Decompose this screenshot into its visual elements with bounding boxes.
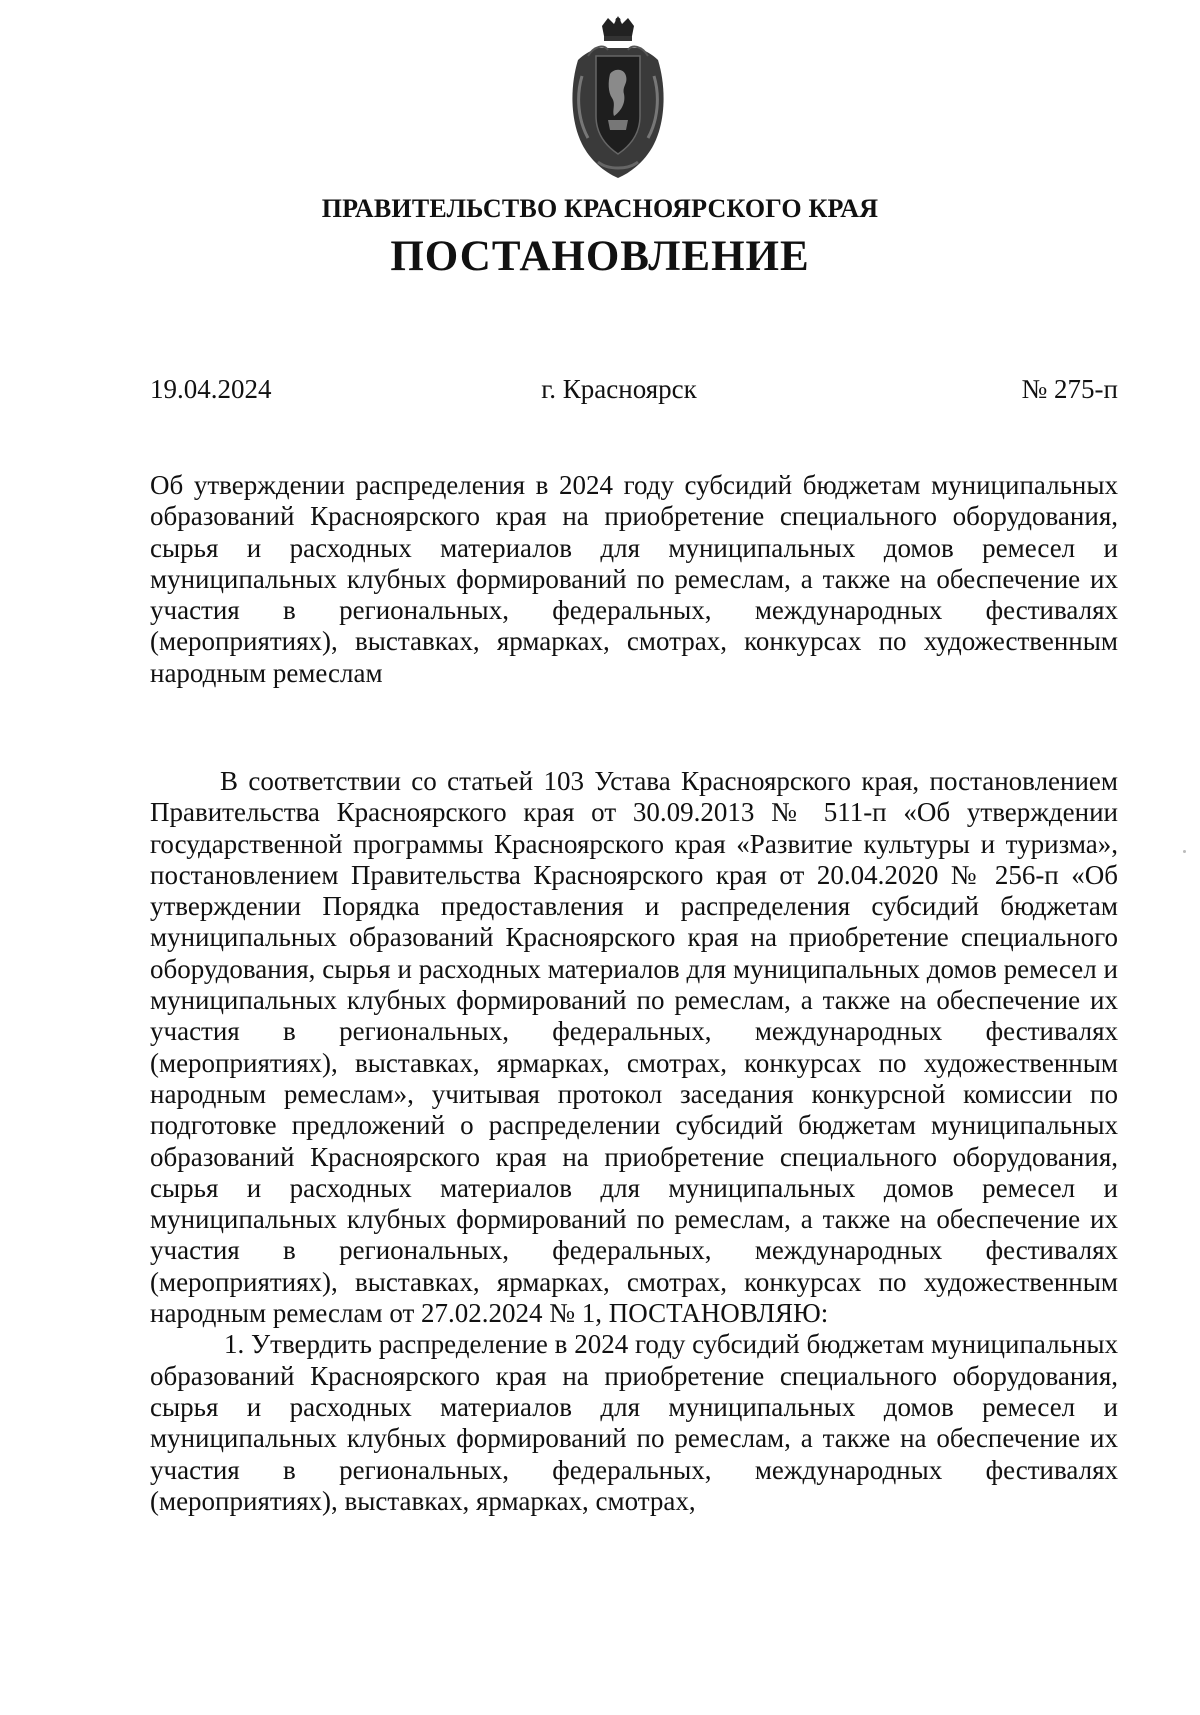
document-place: г. Красноярск	[541, 374, 697, 404]
document-subject: Об утверждении распределения в 2024 году субсидий бюджетам муниципальных образований Красноярского края на приобретение специального оборудования, сырья и расходных материалов для муниципальных домов ремесел и муниципальных клубных формирований по ремеслам, а также на обеспечение их участия в региональных, федеральных, международных фестивалях (мероприятиях), выставках, ярмарках, смотрах, конкурсах по художественным народным ремеслам	[150, 470, 1118, 688]
scan-artifact	[1183, 850, 1186, 853]
document-type-title: ПОСТАНОВЛЕНИЕ	[390, 233, 810, 280]
coat-of-arms-icon	[568, 16, 668, 184]
document-date: 19.04.2024	[150, 374, 272, 404]
point-1-paragraph: 1. Утвердить распределение в 2024 году субсидий бюджетам муниципальных образований Красноярского края на приобретение специального оборудования, сырья и расходных материалов для муниципальных домов ремесел и муниципальных клубных формирований по ремеслам, а также на обеспечение их участия в региональных, федеральных, международных фестивалях (мероприятиях), выставках, ярмарках, смотрах,	[150, 1329, 1118, 1516]
document-body	[150, 766, 1118, 1517]
document-number: № 275-п	[1021, 374, 1118, 404]
preamble-paragraph: В соответствии со статьей 103 Устава Красноярского края, постановлением Правительства Красноярского края от 30.09.2013 № 511-п «Об утверждении государственной программы Красноярского края «Развитие культуры и туризма», постановлением Правительства Красноярского края от 20.04.2020 № 256-п «Об утверждении Порядка предоставления и распределения субсидий бюджетам муниципальных образований Красноярского края на приобретение специального оборудования, сырья и расходных материалов для муниципальных домов ремесел и муниципальных клубных формирований по ремеслам, а также на обеспечение их участия в региональных, федеральных, международных фестивалях (мероприятиях), выставках, ярмарках, смотрах, конкурсах по художественным народным ремеслам», учитывая протокол заседания конкурсной комиссии по подготовке предложений о распределении субсидий бюджетам муниципальных образований Красноярского края на приобретение специального оборудования, сырья и расходных материалов для муниципальных домов ремесел и муниципальных клубных формирований по ремеслам, а также на обеспечение их участия в региональных, федеральных, международных фестивалях (мероприятиях), выставках, ярмарках, смотрах, конкурсах по художественным народным ремеслам от 27.02.2024 № 1, ПОСТАНОВЛЯЮ:	[150, 766, 1118, 1329]
issuer-title: ПРАВИТЕЛЬСТВО КРАСНОЯРСКОГО КРАЯ	[321, 194, 879, 223]
